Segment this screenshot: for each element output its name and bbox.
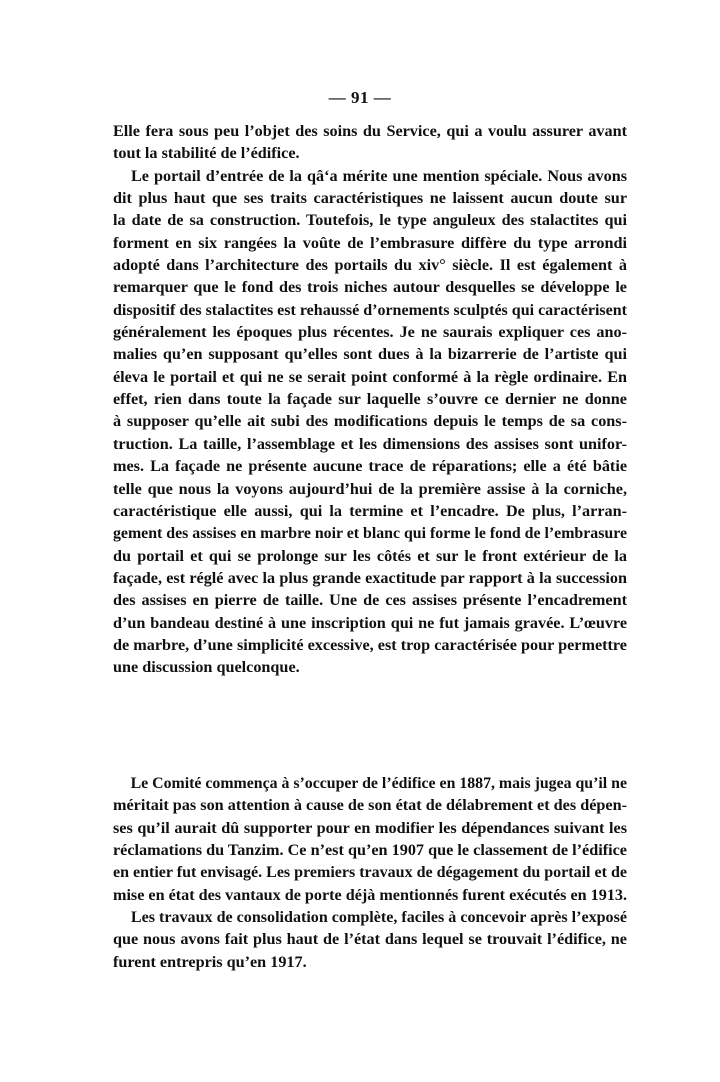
text-line: d’un bandeau destiné à une inscription qui ne fut jamais gravée. L’œuvre (113, 613, 627, 632)
text-line: malies qu’en supposant qu’elles sont dues à la bizarrerie de l’artiste qui (113, 345, 627, 364)
text-line: mise en état des vantaux de porte déjà mentionnés furent exécutés en 1913. (113, 885, 628, 904)
paragraph-block-2 (113, 772, 627, 973)
text-line: Le portail d’entrée de la qâ‘a mérite une mention spéciale. Nous avons (131, 166, 627, 185)
text-line: de marbre, d’une simplicité excessive, est trop caractérisée pour permettre (113, 635, 627, 654)
text-line: une discussion quelconque. (113, 658, 300, 677)
text-line: la date de sa construction. Toutefois, le type anguleux des stalactites qui (113, 211, 627, 230)
text-line: forment en six rangées la voûte de l’embrasure diffère du type arrondi (113, 233, 627, 252)
text-line: généralement les époques plus récentes. Je ne saurais expliquer ces ano- (113, 323, 627, 342)
text-line: en entier fut envisagé. Les premiers travaux de dégagement du portail et de (113, 863, 627, 882)
text-line: caractéristique elle aussi, qui la termine et l’encadre. De plus, l’arran- (113, 501, 627, 520)
text-line: gement des assises en marbre noir et blanc qui forme le fond de l’embrasure (113, 524, 627, 543)
text-line: truction. La taille, l’assemblage et les dimensions des assises sont unifor- (113, 434, 627, 453)
page-number: — 91 — (328, 88, 392, 107)
text-line: du portail et qui se prolonge sur les côtés et sur le front extérieur de la (113, 546, 627, 565)
text-line: ses qu’il aurait dû supporter pour en modifier les dépendances suivant les (113, 818, 627, 837)
text-line: tout la stabilité de l’édifice. (113, 144, 300, 163)
text-line: dit plus haut que ses traits caractéristiques ne laissent aucun doute sur (113, 189, 627, 208)
text-line: Elle fera sous peu l’objet des soins du Service, qui a voulu assurer avant (113, 122, 627, 140)
paragraph-block-1 (113, 120, 627, 679)
text-line: réclamations du Tanzim. Ce n’est qu’en 1907 que le classement de l’édifice (113, 841, 627, 860)
text-line: mes. La façade ne présente aucune trace de réparations; elle a été bâtie (113, 457, 627, 476)
text-line: façade, est réglé avec la plus grande exactitude par rapport à la succession (113, 568, 627, 587)
text-line: telle que nous la voyons aujourd’hui de la première assise à la corniche, (113, 479, 627, 498)
text-line: Le Comité commença à s’occuper de l’édifice en 1887, mais jugea qu’il ne (130, 774, 627, 792)
text-line: éleva le portail et qui ne se serait point conformé à la règle ordinaire. En (113, 367, 627, 386)
text-line: que nous avons fait plus haut de l’état dans lequel se trouvait l’édifice, ne (113, 930, 627, 949)
text-line: effet, rien dans toute la façade sur laquelle s’ouvre ce dernier ne donne (113, 390, 627, 409)
text-line: dispositif des stalactites est rehaussé d’ornements sculptés qui caractérisent (113, 300, 628, 319)
text-line: des assises en pierre de taille. Une de ces assises présente l’encadrement (113, 591, 627, 610)
text-line: remarquer que le fond des trois niches autour desquelles se développe le (113, 278, 627, 297)
text-line: adopté dans l’architecture des portails du xiv° siècle. Il est également à (113, 256, 627, 275)
text-line: furent entrepris qu’en 1917. (113, 952, 307, 971)
text-line: méritait pas son attention à cause de son état de délabrement et des dépen- (113, 796, 627, 815)
text-line: à supposer qu’elle ait subi des modifications depuis le temps de sa cons- (113, 412, 627, 431)
text-line: Les travaux de consolidation complète, faciles à concevoir après l’exposé (130, 908, 627, 927)
